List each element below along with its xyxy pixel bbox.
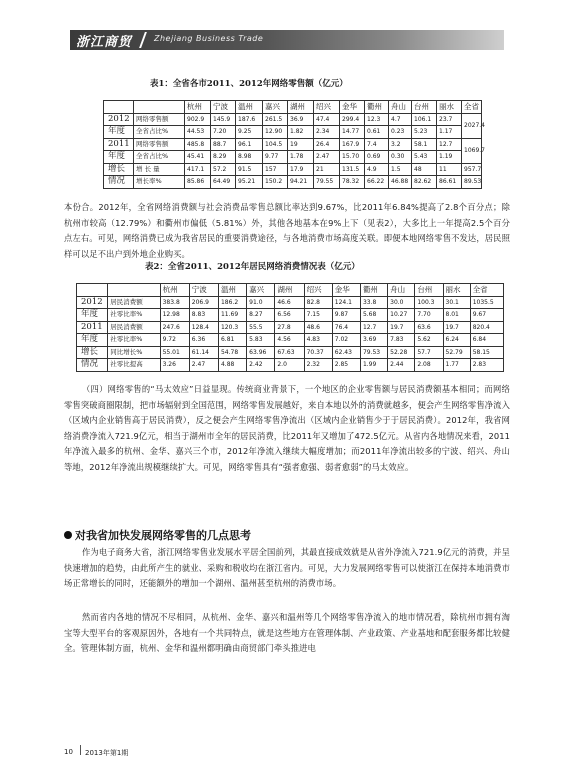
table-cell: 55.01 <box>160 346 189 359</box>
table-cell: 2.08 <box>415 359 443 372</box>
table-cell: 2.0 <box>275 359 304 372</box>
row-group-label: 2012 <box>77 296 108 309</box>
table-cell: 12.7 <box>437 138 462 151</box>
table-cell: 19.7 <box>388 321 415 334</box>
table-cell: 417.1 <box>185 163 211 176</box>
table-cell: 2.47 <box>314 151 340 164</box>
row-group-label: 年度 <box>77 334 108 347</box>
table-cell: 63.96 <box>247 346 275 359</box>
table-cell: 9.25 <box>236 126 263 139</box>
table-cell: 4.88 <box>218 359 246 372</box>
column-header: 宁波 <box>189 284 218 297</box>
bullet-icon <box>64 531 72 539</box>
column-header: 绍兴 <box>314 101 340 114</box>
page-number: 10 <box>64 748 73 756</box>
table-cell: 6.56 <box>275 309 304 322</box>
table-cell: 7.15 <box>304 309 332 322</box>
table-row <box>104 176 482 189</box>
total-cell: 1069.7 <box>462 138 482 163</box>
row-group-label: 年度 <box>104 151 134 164</box>
table-cell: 1.17 <box>437 126 462 139</box>
table-cell: 79.55 <box>314 176 340 189</box>
table-row <box>104 126 482 139</box>
row-label: 居民消费额 <box>108 296 160 309</box>
table-cell: 186.2 <box>218 296 246 309</box>
table-cell: 902.9 <box>185 113 211 126</box>
table-cell: 67.63 <box>275 346 304 359</box>
table-cell: 8.29 <box>211 151 236 164</box>
masthead-subtitle: Zhejiang Business Trade <box>154 34 264 43</box>
table-cell: 94.21 <box>288 176 314 189</box>
table-cell: 78.32 <box>340 176 365 189</box>
column-header: 台州 <box>415 284 443 297</box>
column-header: 丽水 <box>443 284 470 297</box>
table-cell: 85.86 <box>185 176 211 189</box>
row-label: 同比增长% <box>108 346 160 359</box>
masthead-logo: 浙江商贸 <box>76 35 133 50</box>
table1-caption: 表1：全省各市2011、2012年网络零售额（亿元） <box>150 79 348 89</box>
column-header: 衢州 <box>360 284 387 297</box>
table-cell: 91.5 <box>236 163 263 176</box>
row-label: 增长率% <box>134 176 185 189</box>
table-cell: 21 <box>314 163 340 176</box>
row-group-label: 2012 <box>104 113 134 126</box>
masthead-divider <box>139 32 147 48</box>
table-row <box>77 309 504 322</box>
column-header <box>77 284 108 297</box>
table-cell: 17.9 <box>288 163 314 176</box>
table-cell: 52.79 <box>443 346 470 359</box>
column-header <box>108 284 160 297</box>
column-header: 宁波 <box>211 101 236 114</box>
table-cell: 104.5 <box>263 138 288 151</box>
row-group-label: 增长 <box>77 346 108 359</box>
table-cell: 7.83 <box>388 334 415 347</box>
table-cell: 2.42 <box>247 359 275 372</box>
row-group-label: 增长 <box>104 163 134 176</box>
total-cell: 2027.4 <box>462 113 482 138</box>
row-label: 增 长 量 <box>134 163 185 176</box>
table-cell: 61.14 <box>189 346 218 359</box>
masthead-banner <box>70 30 504 50</box>
table-cell: 66.22 <box>365 176 389 189</box>
table1 <box>103 100 485 189</box>
table-cell: 19 <box>288 138 314 151</box>
row-label: 社零比提高 <box>108 359 160 372</box>
row-label: 网络零售额 <box>134 113 185 126</box>
table2 <box>76 283 504 372</box>
table-cell: 1035.5 <box>470 296 503 309</box>
table-cell: 1.99 <box>360 359 387 372</box>
table-cell: 7.02 <box>332 334 360 347</box>
table-row <box>77 346 504 359</box>
table-cell: 33.8 <box>360 296 387 309</box>
table-cell: 46.88 <box>389 176 412 189</box>
table-cell: 8.83 <box>189 309 218 322</box>
column-header: 湖州 <box>288 101 314 114</box>
row-label: 社零比率% <box>108 334 160 347</box>
table-cell: 30.0 <box>388 296 415 309</box>
table-cell: 30.1 <box>443 296 470 309</box>
table-cell: 247.6 <box>160 321 189 334</box>
table-row <box>77 334 504 347</box>
table-cell: 86.61 <box>437 176 462 189</box>
table-cell: 82.62 <box>412 176 437 189</box>
table-cell: 145.9 <box>211 113 236 126</box>
table-cell: 299.4 <box>340 113 365 126</box>
table-cell: 261.5 <box>263 113 288 126</box>
table-cell: 9.77 <box>263 151 288 164</box>
table-cell: 485.8 <box>185 138 211 151</box>
table-row <box>77 296 504 309</box>
body-paragraph-4: 然而省内各地的情况不尽相同，从杭州、金华、嘉兴和温州等几个网络零售净流入的地市情况看，除杭州市拥有淘宝等大型平台的客观原因外，各地有一个共同特点，就是这些地方在管理体制、产业政策、产业基地和配套服务都比较健全。管理体制方面，杭州、金华和温州都明确由商贸部门牵头推进电 <box>64 612 510 653</box>
column-header: 全省 <box>462 101 482 114</box>
table-cell: 23.7 <box>437 113 462 126</box>
table-cell: 131.5 <box>340 163 365 176</box>
table-cell: 100.3 <box>415 296 443 309</box>
table-cell: 64.49 <box>211 176 236 189</box>
column-header: 衢州 <box>365 101 389 114</box>
row-group-label: 情况 <box>77 359 108 372</box>
table-cell: 5.43 <box>412 151 437 164</box>
table-cell: 12.98 <box>160 309 189 322</box>
table-cell: 5.68 <box>360 309 387 322</box>
column-header: 舟山 <box>389 101 412 114</box>
section-heading-text: 对我省加快发展网络零售的几点思考 <box>75 529 251 542</box>
table-cell: 0.61 <box>365 126 389 139</box>
table-cell: 48 <box>412 163 437 176</box>
table-cell: 11.69 <box>218 309 246 322</box>
table-cell: 9.67 <box>470 309 503 322</box>
table-cell: 0.30 <box>389 151 412 164</box>
table-cell: 63.6 <box>415 321 443 334</box>
column-header <box>134 101 185 114</box>
table-cell: 19.7 <box>443 321 470 334</box>
column-header: 舟山 <box>388 284 415 297</box>
table-cell: 12.7 <box>360 321 387 334</box>
table-row <box>104 151 482 164</box>
row-group-label: 年度 <box>77 309 108 322</box>
table-cell: 46.6 <box>275 296 304 309</box>
row-label: 社零比率% <box>108 309 160 322</box>
table-header-row <box>104 101 482 114</box>
table-cell: 4.7 <box>389 113 412 126</box>
total-cell: 957.7 <box>462 163 482 176</box>
table-cell: 6.81 <box>218 334 246 347</box>
total-cell: 89.53 <box>462 176 482 189</box>
column-header: 台州 <box>412 101 437 114</box>
row-label: 全省占比% <box>134 151 185 164</box>
table-cell: 128.4 <box>189 321 218 334</box>
table-row <box>104 163 482 176</box>
table-cell: 5.83 <box>247 334 275 347</box>
table-cell: 6.84 <box>470 334 503 347</box>
table2-caption: 表2：全省2011、2012年居民网络消费情况表（亿元） <box>145 262 360 272</box>
table-cell: 27.8 <box>275 321 304 334</box>
table-cell: 15.70 <box>340 151 365 164</box>
table-cell: 1.78 <box>288 151 314 164</box>
table-row <box>77 359 504 372</box>
table-header-row <box>77 284 504 297</box>
table-cell: 58.1 <box>412 138 437 151</box>
column-header: 杭州 <box>160 284 189 297</box>
column-header: 嘉兴 <box>263 101 288 114</box>
table-cell: 4.83 <box>304 334 332 347</box>
table-cell: 2.47 <box>189 359 218 372</box>
column-header: 绍兴 <box>304 284 332 297</box>
table-cell: 8.27 <box>247 309 275 322</box>
table-cell: 124.1 <box>332 296 360 309</box>
row-label: 居民消费额 <box>108 321 160 334</box>
table-cell: 57.7 <box>415 346 443 359</box>
row-label: 全省占比% <box>134 126 185 139</box>
table-cell: 52.28 <box>388 346 415 359</box>
column-header: 湖州 <box>275 284 304 297</box>
table-cell: 2.85 <box>332 359 360 372</box>
table-cell: 57.2 <box>211 163 236 176</box>
table-cell: 14.77 <box>340 126 365 139</box>
table-cell: 4.9 <box>365 163 389 176</box>
table-cell: 62.43 <box>332 346 360 359</box>
table-cell: 8.01 <box>443 309 470 322</box>
table-cell: 167.9 <box>340 138 365 151</box>
table-cell: 5.23 <box>412 126 437 139</box>
table-cell: 2.44 <box>388 359 415 372</box>
table-cell: 7.20 <box>211 126 236 139</box>
table-cell: 3.69 <box>360 334 387 347</box>
column-header: 温州 <box>218 284 246 297</box>
row-label: 网络零售额 <box>134 138 185 151</box>
table-cell: 2.32 <box>304 359 332 372</box>
table-cell: 11 <box>437 163 462 176</box>
column-header: 金华 <box>340 101 365 114</box>
table-cell: 106.1 <box>412 113 437 126</box>
column-header: 温州 <box>236 101 263 114</box>
table-cell: 4.56 <box>275 334 304 347</box>
body-paragraph-3: 作为电子商务大省，浙江网络零售业发展水平居全国前列，其最直接成效就是从省外净流入721.9亿元的消费，并呈快速增加的趋势，由此所产生的就业、采购和税收均在浙江省内。可见，大力发展网络零售可以使浙江在保持本地消费市场正常增长的同时，还能额外的增加一个湖州、温州甚至杭州的消费市场。 <box>64 547 510 588</box>
table-cell: 54.78 <box>218 346 246 359</box>
table-cell: 91.0 <box>247 296 275 309</box>
table-cell: 6.36 <box>189 334 218 347</box>
table-cell: 95.21 <box>236 176 263 189</box>
table-cell: 26.4 <box>314 138 340 151</box>
table-cell: 88.7 <box>211 138 236 151</box>
table-cell: 150.2 <box>263 176 288 189</box>
table-cell: 12.90 <box>263 126 288 139</box>
column-header: 全省 <box>470 284 503 297</box>
body-paragraph-2: （四）网络零售的“马太效应”日益显现。传统商业背景下，一个地区的企业零售额与居民消费额基本相同；而网络零售突破商圈限制，把市场辐射到全国范围，网络零售发展越好，来自本地以外的消费就越多，便会产生网络零售净流入（区域内企业销售高于居民消费），反之便会产生网络零售净流出（区域内企业销售少于于居民消费）。2012年，我省网络消费净流入721.9亿元，相当于湖州市全年的居民消费，比2011年又增加了472.5亿元。从省内各地情况来看，2011年净流入最多的杭州、金华、嘉兴三个市，2012年净流入继续大幅度增加；而2011年净流出较多的宁波、绍兴、舟山等地，2012年净流出规模继续扩大。可见，网络零售具有“强者愈强、弱者愈弱”的马太效应。 <box>64 384 510 472</box>
table-cell: 2.34 <box>314 126 340 139</box>
issue-label: 2013年第1期 <box>85 749 129 757</box>
table-row <box>104 113 482 126</box>
column-header: 杭州 <box>185 101 211 114</box>
table-cell: 1.77 <box>443 359 470 372</box>
footer-divider <box>80 745 81 755</box>
table-cell: 9.72 <box>160 334 189 347</box>
table-cell: 8.98 <box>236 151 263 164</box>
table-cell: 1.82 <box>288 126 314 139</box>
table-cell: 7.4 <box>365 138 389 151</box>
table-cell: 6.24 <box>443 334 470 347</box>
table-cell: 1.19 <box>437 151 462 164</box>
table-cell: 120.3 <box>218 321 246 334</box>
section-heading <box>64 527 251 543</box>
table-cell: 79.53 <box>360 346 387 359</box>
table-cell: 9.87 <box>332 309 360 322</box>
table-cell: 47.4 <box>314 113 340 126</box>
table-cell: 383.8 <box>160 296 189 309</box>
table-cell: 58.15 <box>470 346 503 359</box>
table-cell: 48.6 <box>304 321 332 334</box>
table-cell: 187.6 <box>236 113 263 126</box>
table-row <box>104 138 482 151</box>
table-cell: 5.62 <box>415 334 443 347</box>
table-cell: 82.8 <box>304 296 332 309</box>
table-cell: 70.37 <box>304 346 332 359</box>
column-header <box>104 101 134 114</box>
table-cell: 44.53 <box>185 126 211 139</box>
table-cell: 3.26 <box>160 359 189 372</box>
column-header: 丽水 <box>437 101 462 114</box>
row-group-label: 2011 <box>77 321 108 334</box>
table-cell: 1.5 <box>389 163 412 176</box>
table-cell: 157 <box>263 163 288 176</box>
table-cell: 0.69 <box>365 151 389 164</box>
row-group-label: 情况 <box>104 176 134 189</box>
table-cell: 0.23 <box>389 126 412 139</box>
table-cell: 10.27 <box>388 309 415 322</box>
column-header: 嘉兴 <box>247 284 275 297</box>
row-group-label: 年度 <box>104 126 134 139</box>
table-cell: 96.1 <box>236 138 263 151</box>
table-cell: 36.9 <box>288 113 314 126</box>
table-cell: 206.9 <box>189 296 218 309</box>
table-cell: 55.5 <box>247 321 275 334</box>
table-cell: 12.3 <box>365 113 389 126</box>
column-header: 金华 <box>332 284 360 297</box>
table-row <box>77 321 504 334</box>
table-cell: 2.83 <box>470 359 503 372</box>
table-cell: 45.41 <box>185 151 211 164</box>
body-paragraph-1: 本份合。2012年，全省网络消费额与社会消费品零售总额比率达到9.67%，比2011年6.84%提高了2.8个百分点；除杭州市较高（12.79%）和衢州市偏低（5.81%）外，其他各地基本在9%上下（见表2），大多比上一年提高2.5个百分点左右。可见，网络消费已成为我省居民的重要消费途径，与各地消费市场高度关联。即便本地网络零售不发达，居民照样可以足不出户到外地企业购买。 <box>64 202 510 259</box>
row-group-label: 2011 <box>104 138 134 151</box>
table-cell: 7.70 <box>415 309 443 322</box>
table-cell: 3.2 <box>389 138 412 151</box>
table-cell: 820.4 <box>470 321 503 334</box>
table-cell: 76.4 <box>332 321 360 334</box>
